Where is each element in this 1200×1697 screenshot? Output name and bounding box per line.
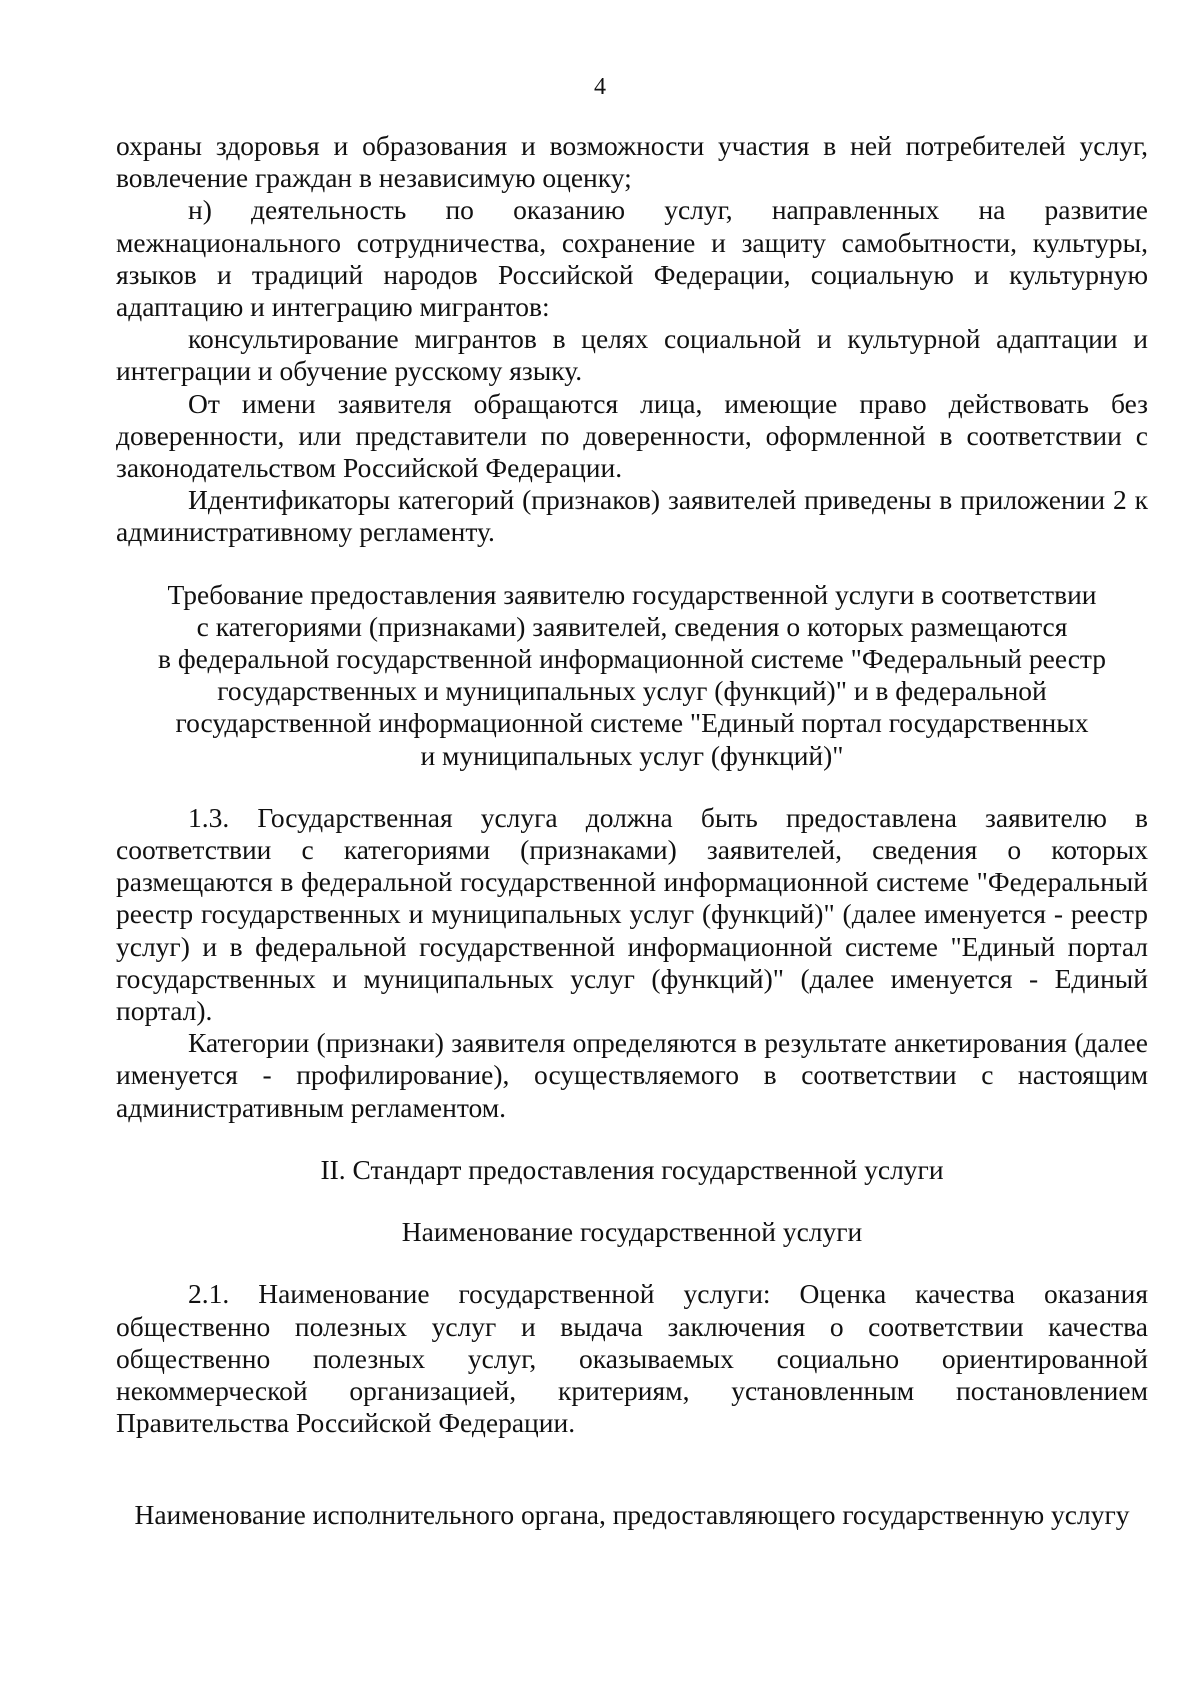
- paragraph-2-1-service-name: 2.1. Наименование государственной услуги: Оценка качества оказания общественно полезных услуг и выдача заключения о соответствии качества общественно полезных услуг, оказываемых социально ориентированной некоммерческой организацией, критериям, установленным постановлением Правительства Российской Федерации.: [116, 1278, 1148, 1439]
- spacer: [116, 1186, 1148, 1216]
- spacer: [116, 772, 1148, 802]
- heading-line: и муниципальных услуг (функций)": [420, 739, 844, 771]
- spacer: [116, 1439, 1148, 1499]
- heading-line: Требование предоставления заявителю государственной услуги в соответствии: [167, 578, 1097, 610]
- heading-service-name: Наименование государственной услуги: [401, 1216, 863, 1248]
- paragraph-migrant-consulting: консультирование мигрантов в целях социальной и культурной адаптации и интеграции и обучение русскому языку.: [116, 323, 1148, 387]
- paragraph-category-identifiers: Идентификаторы категорий (признаков) заявителей приведены в приложении 2 к административному регламенту.: [116, 484, 1148, 548]
- document-body: [116, 130, 1148, 1532]
- paragraph-applicant-categories-profiling: Категории (признаки) заявителя определяются в результате анкетирования (далее именуется - профилирование), осуществляемого в соответствии с настоящим административным регламентом.: [116, 1027, 1148, 1123]
- spacer: [116, 1248, 1148, 1278]
- section-2-title: II. Стандарт предоставления государственной услуги: [320, 1153, 944, 1185]
- heading-line: государственной информационной системе "Единый портал государственных: [175, 707, 1089, 739]
- heading-executive-body: Наименование исполнительного органа, предоставляющего государственную услугу: [134, 1499, 1130, 1531]
- heading-service-requirement: [116, 579, 1148, 772]
- paragraph-1-3-service-provision: 1.3. Государственная услуга должна быть предоставлена заявителю в соответствии с категориями (признаками) заявителей, сведения о которых размещаются в федеральной государственной информационной системе "Федеральный реестр государственных и муниципальных услуг (функций)" (далее именуется - реестр услуг) и в федеральной государственной информационной системе "Единый портал государственных и муниципальных услуг (функций)" (далее именуется - Единый портал).: [116, 801, 1148, 1027]
- paragraph-health-education-continuation: охраны здоровья и образования и возможности участия в ней потребителей услуг, вовлечение граждан в независимую оценку;: [116, 130, 1148, 194]
- paragraph-applicant-representatives: От имени заявителя обращаются лица, имеющие право действовать без доверенности, или представители по доверенности, оформленной в соответствии с законодательством Российской Федерации.: [116, 387, 1148, 484]
- heading-line: государственных и муниципальных услуг (функций)" и в федеральной: [217, 675, 1047, 707]
- spacer: [116, 549, 1148, 579]
- page-number: 4: [594, 74, 606, 100]
- paragraph-item-n-interethnic: н) деятельность по оказанию услуг, направленных на развитие межнационального сотрудничества, сохранение и защиту самобытности, культуры, языков и традиций народов Российской Федерации, социальную и культурную адаптацию и интеграцию мигрантов:: [116, 194, 1148, 323]
- spacer: [116, 1124, 1148, 1154]
- heading-line: в федеральной государственной информационной системе "Федеральный реестр: [157, 643, 1107, 675]
- heading-line: с категориями (признаками) заявителей, сведения о которых размещаются: [196, 610, 1068, 642]
